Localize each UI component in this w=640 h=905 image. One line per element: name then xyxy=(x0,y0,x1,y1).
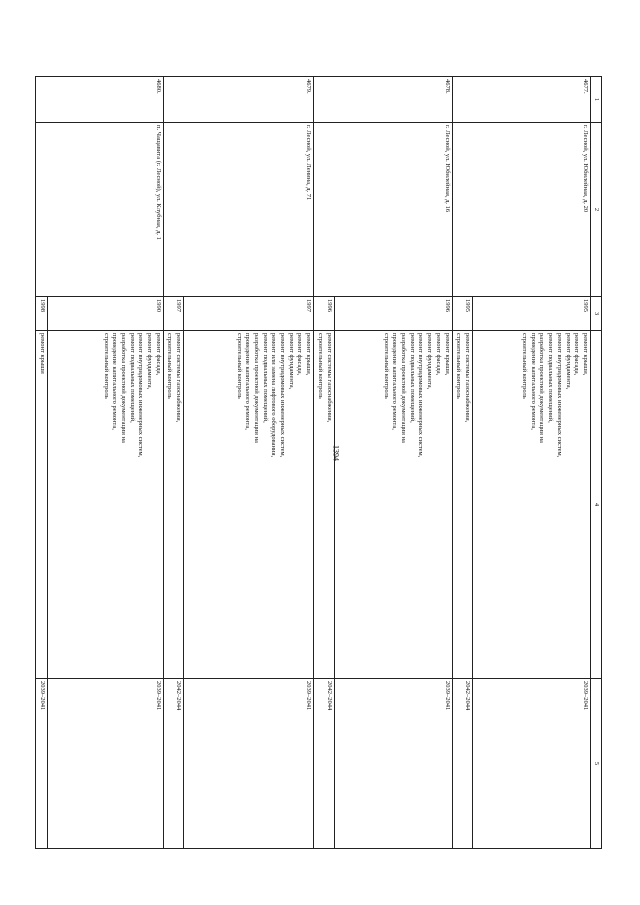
work-item: проведение капитального ремонта, xyxy=(529,333,537,430)
work-item: ремонт системы газоснабжения, xyxy=(464,333,471,423)
table-row xyxy=(47,77,163,849)
repair-schedule-table xyxy=(35,76,602,849)
address-cell: г. Лесной, ул. Юбилейная, д. 20 xyxy=(452,123,590,297)
work-item: разработка проектной документации на xyxy=(119,333,127,443)
table-row xyxy=(334,77,452,849)
table-row xyxy=(184,77,314,849)
work-item: ремонт подвальных помещений, xyxy=(261,333,269,423)
work-item: ремонт фасада, xyxy=(573,333,581,376)
year-cell: 1998 xyxy=(35,297,47,331)
work-item: строительный контроль xyxy=(382,333,390,399)
work-item: строительный контроль xyxy=(455,333,463,399)
work-item: ремонт или замена лифтового оборудования, xyxy=(270,333,278,458)
work-item: ремонт крыши, xyxy=(305,333,313,376)
page-number: 1394 xyxy=(331,445,341,461)
row-number-cell: 4679. xyxy=(163,77,313,123)
year-cell: 1996 xyxy=(314,297,334,331)
year-cell: 1995 xyxy=(452,297,472,331)
work-item: строительный контроль xyxy=(102,333,110,399)
work-item: ремонт фасада, xyxy=(434,333,442,376)
address-cell: г. Лесной, ул. Юбилейная, д. 16 xyxy=(314,123,452,297)
work-item: ремонт фасада, xyxy=(296,333,304,376)
works-cell xyxy=(163,331,183,679)
works-cell xyxy=(184,331,314,679)
works-cell xyxy=(473,331,591,679)
repair-schedule-table-wrapper xyxy=(38,76,602,848)
column-header-address: 2 xyxy=(591,123,602,297)
work-item: ремонт внутридомовых инженерных систем, xyxy=(137,333,145,458)
work-item: ремонт крыши xyxy=(38,333,46,374)
period-cell: 2039–2041 xyxy=(334,679,452,849)
work-item: проведение капитального ремонта, xyxy=(391,333,399,430)
work-item: проведение капитального ремонта, xyxy=(111,333,119,430)
period-cell: 2039–2041 xyxy=(35,679,47,849)
row-number-cell: 4680. xyxy=(35,77,163,123)
row-number-cell: 4677. xyxy=(452,77,590,123)
year-cell: 1997 xyxy=(184,297,314,331)
work-item: ремонт системы газоснабжения, xyxy=(325,333,333,423)
table-row xyxy=(473,77,591,849)
work-item: ремонт внутридомовых инженерных систем, xyxy=(417,333,425,458)
column-header-year: 3 xyxy=(591,297,602,331)
year-cell: 1996 xyxy=(334,297,452,331)
works-cell xyxy=(35,331,47,679)
work-item: строительный контроль xyxy=(235,333,243,399)
work-item: проведение капитального ремонта, xyxy=(244,333,252,430)
year-cell: 1990 xyxy=(47,297,163,331)
work-item: ремонт фундамента, xyxy=(564,333,572,390)
work-item: строительный контроль xyxy=(166,333,174,399)
works-cell xyxy=(47,331,163,679)
works-cell xyxy=(314,331,334,679)
work-item: строительный контроль xyxy=(521,333,529,399)
work-item: ремонт подвальных помещений, xyxy=(547,333,555,423)
period-cell: 2042–2044 xyxy=(452,679,472,849)
work-item: разработка проектной документации на xyxy=(400,333,408,443)
work-item: ремонт крыши, xyxy=(443,333,451,376)
column-header-period: 5 xyxy=(591,679,602,849)
row-number-cell: 4678. xyxy=(314,77,452,123)
work-item: ремонт фундамента, xyxy=(146,333,154,390)
works-cell xyxy=(452,331,472,679)
work-item: разработка проектной документации на xyxy=(252,333,260,443)
period-cell: 2039–2041 xyxy=(47,679,163,849)
column-header-number: 1 xyxy=(591,77,602,123)
work-item: разработка проектной документации на xyxy=(538,333,546,443)
period-cell: 2042–2044 xyxy=(163,679,183,849)
work-item: ремонт внутридомовых инженерных систем, xyxy=(555,333,563,458)
work-item: строительный контроль xyxy=(316,333,324,399)
work-item: ремонт подвальных помещений, xyxy=(128,333,136,423)
period-cell: 2039–2041 xyxy=(184,679,314,849)
work-item: ремонт внутридомовых инженерных систем, xyxy=(279,333,287,458)
work-item: ремонт крыши, xyxy=(582,333,589,376)
address-cell: п. Чащавита (г. Лесной), ул. Клубная, д. 1 xyxy=(35,123,163,297)
year-cell: 1997 xyxy=(163,297,183,331)
period-cell: 2042–2044 xyxy=(314,679,334,849)
work-item: ремонт системы газоснабжения, xyxy=(175,333,183,423)
works-cell xyxy=(331,331,452,679)
work-item: ремонт фасада, xyxy=(154,333,162,376)
address-cell: г. Лесной, ул. Ленина, д. 71 xyxy=(163,123,313,297)
header-row xyxy=(591,77,602,849)
work-item: ремонт фундамента, xyxy=(287,333,295,390)
column-header-works: 4 xyxy=(591,331,602,679)
period-cell: 2039–2041 xyxy=(473,679,591,849)
year-cell: 1995 xyxy=(473,297,591,331)
work-item: ремонт подвальных помещений, xyxy=(408,333,416,423)
work-item: ремонт фундамента, xyxy=(426,333,434,390)
